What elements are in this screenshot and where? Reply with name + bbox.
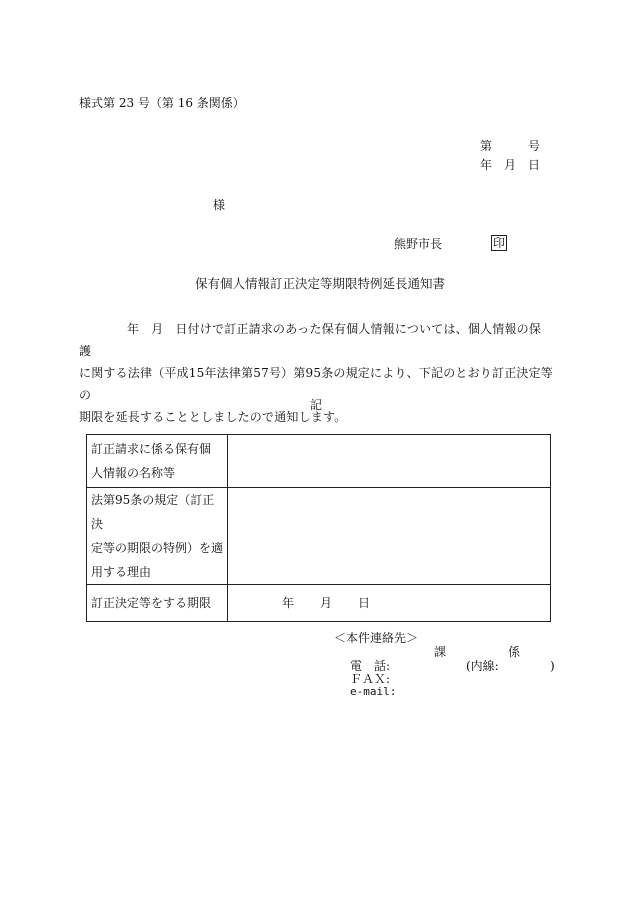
seal-mark: 印 <box>493 236 506 250</box>
contact-naisen-open: (内線: <box>466 659 499 673</box>
label-line: 定等の期限の特例）を適 <box>91 541 224 555</box>
contact-ka: 課 <box>434 645 447 659</box>
contact-tel-label: 電 話: <box>350 659 391 673</box>
body-line-1 <box>79 318 553 362</box>
record-table <box>86 434 551 622</box>
table-label-cell <box>87 488 228 585</box>
sender-name: 熊野市長 <box>394 237 443 251</box>
form-number: 様式第 23 号（第 16 条関係） <box>79 96 245 110</box>
body-date-month: 月 <box>151 322 164 336</box>
body-line-3: 期限を延長することとしましたので通知します。 <box>79 410 347 424</box>
label-line: 訂正請求に係る保有個 <box>91 442 212 456</box>
doc-date-month: 月 <box>504 158 517 172</box>
doc-number-go: 号 <box>528 139 541 153</box>
deadline-year: 年 <box>282 596 295 610</box>
contact-fax-label: ＦＡＸ: <box>350 672 391 686</box>
table-value-cell <box>228 435 551 488</box>
label-line: 用する理由 <box>91 565 152 579</box>
table-row <box>87 435 551 488</box>
contact-kakari: 係 <box>508 645 521 659</box>
contact-email-label: e-mail: <box>350 685 397 698</box>
deadline-day: 日 <box>358 596 371 610</box>
table-label-cell <box>87 585 228 622</box>
deadline-month: 月 <box>320 596 333 610</box>
table-row <box>87 488 551 585</box>
label-line: 法第95条の規定（訂正決 <box>91 493 215 531</box>
label-line: 訂正決定等をする期限 <box>91 596 212 610</box>
label-line: 人情報の名称等 <box>91 466 176 480</box>
table-value-cell <box>228 488 551 585</box>
table-value-cell <box>228 585 551 622</box>
contact-naisen-close: ) <box>550 659 555 673</box>
doc-number-dai: 第 <box>480 139 493 153</box>
table-label-cell <box>87 435 228 488</box>
body-line-1-text: 日付けで訂正請求のあった保有個人情報については、個人情報の保護 <box>79 322 542 358</box>
table-row <box>87 585 551 622</box>
doc-date-day: 日 <box>528 158 541 172</box>
document-title: 保有個人情報訂正決定等期限特例延長通知書 <box>195 276 446 291</box>
body-line-2: に関する法律（平成15年法律第57号）第95条の規定により、下記のとおり訂正決定等の <box>79 366 554 402</box>
ki-heading: 記 <box>310 398 323 412</box>
addressee-suffix: 様 <box>213 198 226 212</box>
doc-date-year: 年 <box>480 158 493 172</box>
body-date-year: 年 <box>127 322 140 336</box>
contact-header: ＜本件連絡先＞ <box>334 631 419 645</box>
